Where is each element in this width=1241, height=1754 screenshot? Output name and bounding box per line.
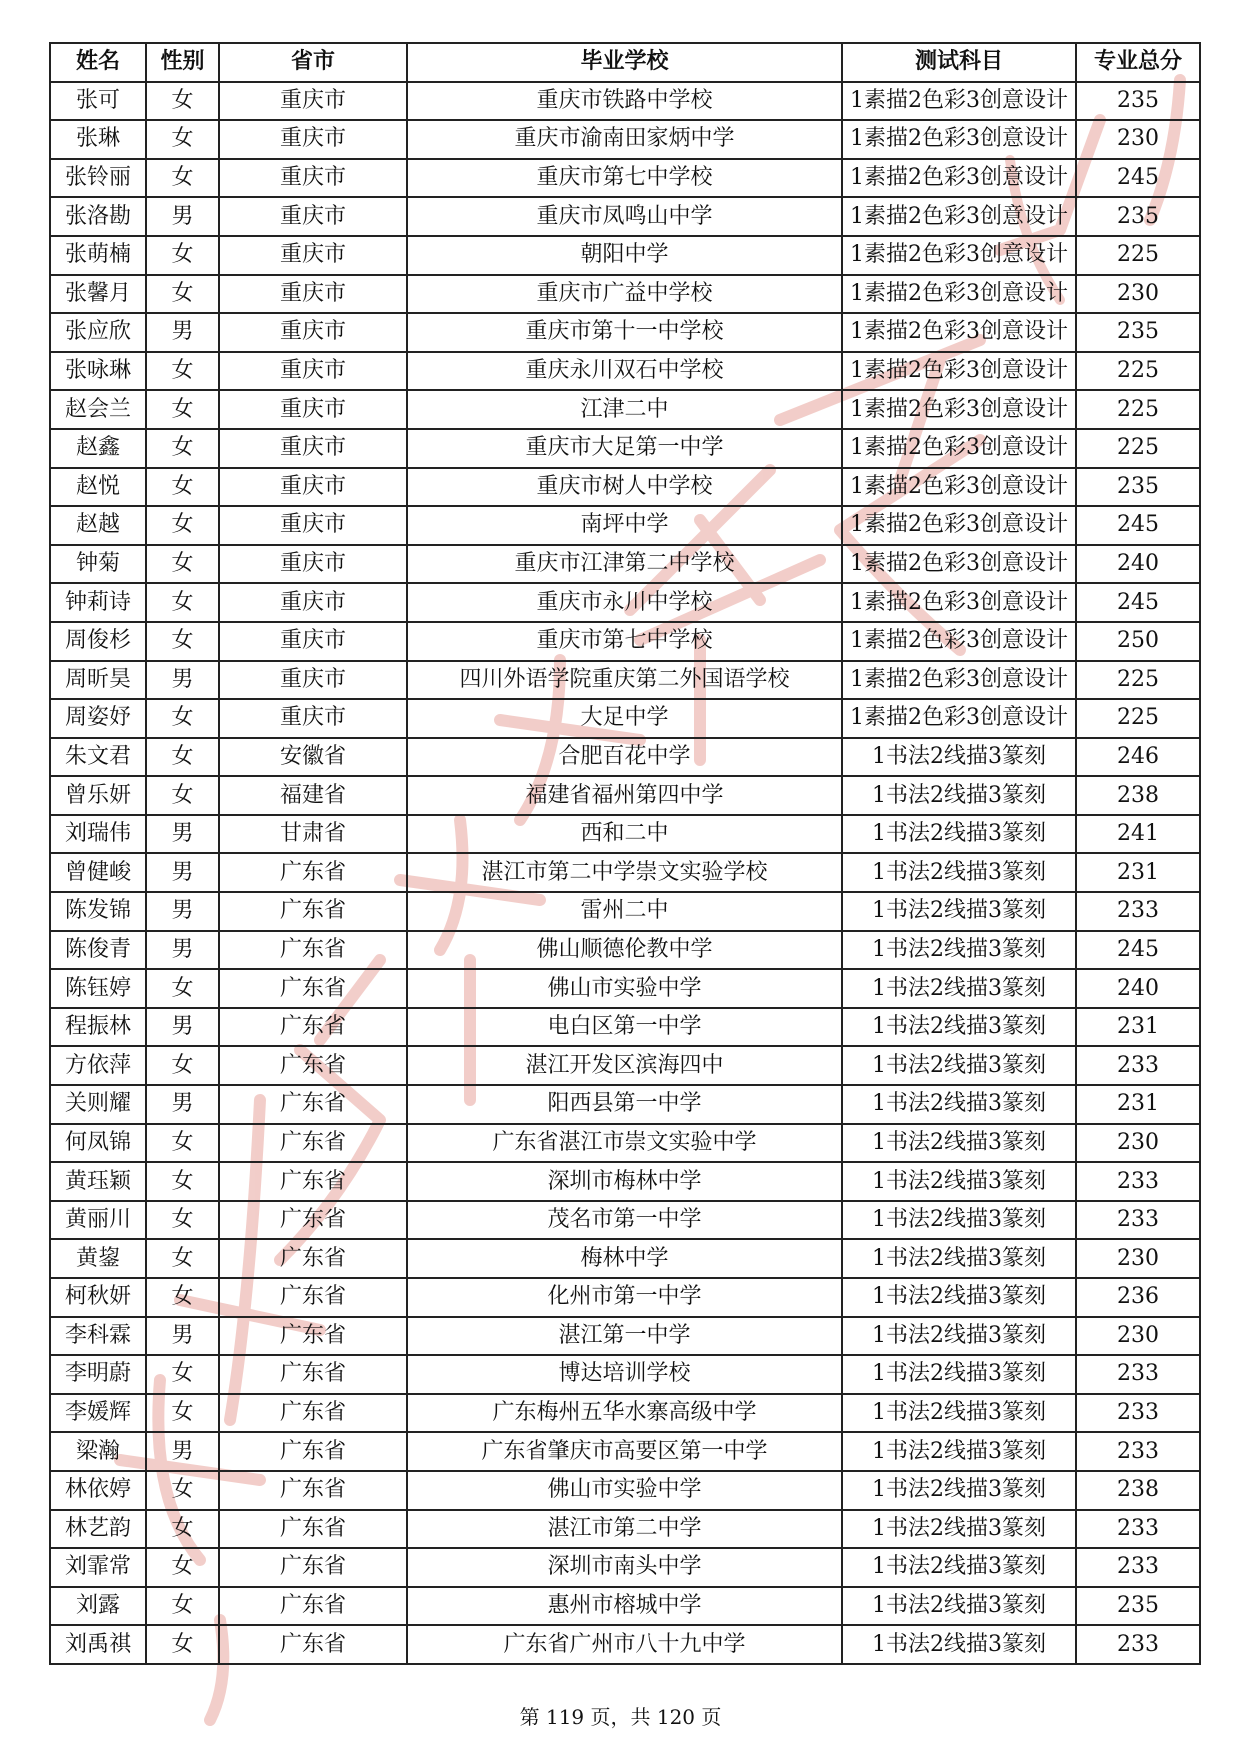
cell-name: 张萌楠 [50, 236, 146, 275]
cell-subjects: 1书法2线描3篆刻 [842, 815, 1076, 854]
table-row [50, 661, 1200, 700]
cell-subjects: 1素描2色彩3创意设计 [842, 622, 1076, 661]
cell-school: 深圳市梅林中学 [407, 1162, 842, 1201]
cell-gender: 女 [146, 1510, 219, 1549]
table-row [50, 622, 1200, 661]
cell-gender: 女 [146, 468, 219, 507]
cell-subjects: 1书法2线描3篆刻 [842, 1355, 1076, 1394]
cell-name: 何凤锦 [50, 1124, 146, 1163]
cell-school: 深圳市南头中学 [407, 1548, 842, 1587]
cell-province: 广东省 [219, 853, 407, 892]
cell-school: 湛江市第二中学崇文实验学校 [407, 853, 842, 892]
cell-school: 朝阳中学 [407, 236, 842, 275]
cell-province: 广东省 [219, 1548, 407, 1587]
cell-name: 林依婷 [50, 1471, 146, 1510]
cell-total-score: 225 [1076, 661, 1200, 700]
cell-province: 广东省 [219, 1239, 407, 1278]
cell-total-score: 236 [1076, 1278, 1200, 1317]
cell-total-score: 230 [1076, 1317, 1200, 1356]
cell-name: 陈俊青 [50, 931, 146, 970]
cell-province: 重庆市 [219, 622, 407, 661]
cell-gender: 男 [146, 1008, 219, 1047]
table-row [50, 1510, 1200, 1549]
cell-name: 刘霏常 [50, 1548, 146, 1587]
cell-province: 广东省 [219, 1471, 407, 1510]
cell-gender: 男 [146, 815, 219, 854]
cell-province: 广东省 [219, 1317, 407, 1356]
cell-gender: 女 [146, 1587, 219, 1626]
table-row [50, 1471, 1200, 1510]
table-row [50, 352, 1200, 391]
table-row [50, 468, 1200, 507]
cell-total-score: 235 [1076, 197, 1200, 236]
cell-school: 南坪中学 [407, 506, 842, 545]
cell-subjects: 1书法2线描3篆刻 [842, 853, 1076, 892]
cell-subjects: 1书法2线描3篆刻 [842, 1625, 1076, 1664]
cell-school: 湛江第一中学 [407, 1317, 842, 1356]
cell-name: 曾乐妍 [50, 776, 146, 815]
cell-total-score: 245 [1076, 583, 1200, 622]
cell-subjects: 1素描2色彩3创意设计 [842, 390, 1076, 429]
cell-province: 广东省 [219, 1432, 407, 1471]
cell-province: 广东省 [219, 1278, 407, 1317]
table-row [50, 1278, 1200, 1317]
table-row [50, 159, 1200, 198]
cell-gender: 女 [146, 275, 219, 314]
cell-total-score: 230 [1076, 1124, 1200, 1163]
cell-school: 化州市第一中学 [407, 1278, 842, 1317]
cell-subjects: 1书法2线描3篆刻 [842, 931, 1076, 970]
cell-school: 重庆市凤鸣山中学 [407, 197, 842, 236]
cell-name: 黄鋆 [50, 1239, 146, 1278]
cell-subjects: 1素描2色彩3创意设计 [842, 236, 1076, 275]
cell-subjects: 1素描2色彩3创意设计 [842, 197, 1076, 236]
cell-gender: 女 [146, 236, 219, 275]
cell-province: 重庆市 [219, 545, 407, 584]
cell-subjects: 1书法2线描3篆刻 [842, 1162, 1076, 1201]
cell-province: 广东省 [219, 1394, 407, 1433]
table-row [50, 1548, 1200, 1587]
cell-gender: 女 [146, 1046, 219, 1085]
cell-subjects: 1素描2色彩3创意设计 [842, 313, 1076, 352]
cell-province: 广东省 [219, 1008, 407, 1047]
page-number-footer: 第 119 页，共 120 页 [519, 1705, 722, 1729]
cell-total-score: 245 [1076, 159, 1200, 198]
cell-subjects: 1书法2线描3篆刻 [842, 969, 1076, 1008]
cell-school: 西和二中 [407, 815, 842, 854]
cell-school: 雷州二中 [407, 892, 842, 931]
cell-total-score: 233 [1076, 1625, 1200, 1664]
cell-name: 张应欣 [50, 313, 146, 352]
cell-school: 阳西县第一中学 [407, 1085, 842, 1124]
cell-name: 周俊杉 [50, 622, 146, 661]
cell-name: 程振林 [50, 1008, 146, 1047]
cell-total-score: 230 [1076, 120, 1200, 159]
cell-gender: 女 [146, 352, 219, 391]
cell-subjects: 1书法2线描3篆刻 [842, 1587, 1076, 1626]
cell-province: 广东省 [219, 892, 407, 931]
cell-school: 广东省湛江市崇文实验中学 [407, 1124, 842, 1163]
cell-name: 张馨月 [50, 275, 146, 314]
cell-province: 重庆市 [219, 506, 407, 545]
cell-total-score: 235 [1076, 82, 1200, 121]
cell-gender: 女 [146, 622, 219, 661]
cell-gender: 女 [146, 738, 219, 777]
cell-province: 广东省 [219, 1510, 407, 1549]
cell-gender: 男 [146, 931, 219, 970]
cell-subjects: 1书法2线描3篆刻 [842, 1394, 1076, 1433]
cell-gender: 女 [146, 969, 219, 1008]
cell-subjects: 1素描2色彩3创意设计 [842, 661, 1076, 700]
cell-total-score: 238 [1076, 776, 1200, 815]
cell-province: 福建省 [219, 776, 407, 815]
table-row [50, 82, 1200, 121]
cell-school: 茂名市第一中学 [407, 1201, 842, 1240]
cell-school: 湛江市第二中学 [407, 1510, 842, 1549]
cell-name: 周姿妤 [50, 699, 146, 738]
cell-school: 重庆市永川中学校 [407, 583, 842, 622]
cell-province: 重庆市 [219, 120, 407, 159]
cell-school: 广东省广州市八十九中学 [407, 1625, 842, 1664]
cell-province: 广东省 [219, 1201, 407, 1240]
cell-province: 广东省 [219, 1625, 407, 1664]
cell-gender: 男 [146, 1432, 219, 1471]
cell-gender: 女 [146, 583, 219, 622]
cell-gender: 男 [146, 313, 219, 352]
cell-province: 重庆市 [219, 390, 407, 429]
cell-gender: 女 [146, 1355, 219, 1394]
cell-subjects: 1素描2色彩3创意设计 [842, 468, 1076, 507]
cell-total-score: 235 [1076, 313, 1200, 352]
cell-total-score: 230 [1076, 275, 1200, 314]
cell-name: 黄丽川 [50, 1201, 146, 1240]
cell-province: 重庆市 [219, 197, 407, 236]
cell-province: 广东省 [219, 931, 407, 970]
cell-school: 合肥百花中学 [407, 738, 842, 777]
table-row [50, 1085, 1200, 1124]
cell-name: 朱文君 [50, 738, 146, 777]
cell-school: 大足中学 [407, 699, 842, 738]
cell-province: 广东省 [219, 1124, 407, 1163]
cell-province: 安徽省 [219, 738, 407, 777]
cell-subjects: 1书法2线描3篆刻 [842, 1510, 1076, 1549]
cell-gender: 女 [146, 159, 219, 198]
cell-province: 重庆市 [219, 699, 407, 738]
cell-name: 张可 [50, 82, 146, 121]
cell-total-score: 238 [1076, 1471, 1200, 1510]
cell-total-score: 245 [1076, 506, 1200, 545]
cell-name: 曾健峻 [50, 853, 146, 892]
cell-name: 刘瑞伟 [50, 815, 146, 854]
table-header [50, 43, 1200, 82]
cell-name: 刘露 [50, 1587, 146, 1626]
cell-gender: 女 [146, 776, 219, 815]
cell-gender: 女 [146, 1394, 219, 1433]
cell-subjects: 1素描2色彩3创意设计 [842, 545, 1076, 584]
cell-gender: 女 [146, 1278, 219, 1317]
cell-subjects: 1书法2线描3篆刻 [842, 1317, 1076, 1356]
cell-school: 湛江开发区滨海四中 [407, 1046, 842, 1085]
cell-school: 惠州市榕城中学 [407, 1587, 842, 1626]
cell-total-score: 231 [1076, 853, 1200, 892]
cell-name: 钟菊 [50, 545, 146, 584]
table-row [50, 776, 1200, 815]
cell-gender: 女 [146, 120, 219, 159]
cell-total-score: 233 [1076, 892, 1200, 931]
table-row [50, 1394, 1200, 1433]
cell-name: 周昕昊 [50, 661, 146, 700]
cell-school: 佛山顺德伦教中学 [407, 931, 842, 970]
column-header-name: 姓名 [50, 43, 146, 82]
table-row [50, 1317, 1200, 1356]
cell-name: 赵越 [50, 506, 146, 545]
cell-name: 关则耀 [50, 1085, 146, 1124]
cell-subjects: 1书法2线描3篆刻 [842, 1201, 1076, 1240]
cell-name: 方依萍 [50, 1046, 146, 1085]
cell-total-score: 233 [1076, 1201, 1200, 1240]
cell-total-score: 225 [1076, 390, 1200, 429]
cell-total-score: 233 [1076, 1394, 1200, 1433]
cell-total-score: 233 [1076, 1510, 1200, 1549]
cell-province: 广东省 [219, 1085, 407, 1124]
cell-subjects: 1书法2线描3篆刻 [842, 892, 1076, 931]
cell-subjects: 1素描2色彩3创意设计 [842, 352, 1076, 391]
cell-school: 重庆市大足第一中学 [407, 429, 842, 468]
table-row [50, 313, 1200, 352]
cell-gender: 男 [146, 1317, 219, 1356]
cell-gender: 男 [146, 197, 219, 236]
cell-total-score: 246 [1076, 738, 1200, 777]
cell-subjects: 1书法2线描3篆刻 [842, 1432, 1076, 1471]
table-row [50, 892, 1200, 931]
cell-gender: 女 [146, 1471, 219, 1510]
cell-subjects: 1书法2线描3篆刻 [842, 1278, 1076, 1317]
cell-name: 赵悦 [50, 468, 146, 507]
cell-province: 广东省 [219, 1046, 407, 1085]
cell-name: 张咏琳 [50, 352, 146, 391]
table-row [50, 1239, 1200, 1278]
cell-gender: 女 [146, 1162, 219, 1201]
cell-school: 重庆市第十一中学校 [407, 313, 842, 352]
table-row [50, 197, 1200, 236]
cell-subjects: 1书法2线描3篆刻 [842, 1008, 1076, 1047]
cell-gender: 女 [146, 699, 219, 738]
table-row [50, 738, 1200, 777]
cell-total-score: 233 [1076, 1548, 1200, 1587]
table-row [50, 1625, 1200, 1664]
cell-subjects: 1书法2线描3篆刻 [842, 1046, 1076, 1085]
table-row [50, 545, 1200, 584]
cell-province: 重庆市 [219, 661, 407, 700]
table-header-row [50, 43, 1200, 82]
cell-total-score: 235 [1076, 1587, 1200, 1626]
cell-school: 广东省肇庆市高要区第一中学 [407, 1432, 842, 1471]
cell-subjects: 1书法2线描3篆刻 [842, 1124, 1076, 1163]
cell-school: 重庆市第七中学校 [407, 159, 842, 198]
cell-province: 重庆市 [219, 82, 407, 121]
cell-gender: 女 [146, 429, 219, 468]
cell-name: 林艺韵 [50, 1510, 146, 1549]
cell-subjects: 1素描2色彩3创意设计 [842, 506, 1076, 545]
cell-name: 李媛辉 [50, 1394, 146, 1433]
cell-gender: 女 [146, 1625, 219, 1664]
cell-gender: 女 [146, 545, 219, 584]
table-row [50, 1432, 1200, 1471]
table-row [50, 1162, 1200, 1201]
cell-subjects: 1书法2线描3篆刻 [842, 1085, 1076, 1124]
cell-subjects: 1素描2色彩3创意设计 [842, 159, 1076, 198]
cell-province: 重庆市 [219, 275, 407, 314]
cell-subjects: 1书法2线描3篆刻 [842, 1471, 1076, 1510]
cell-name: 李明蔚 [50, 1355, 146, 1394]
table-row [50, 969, 1200, 1008]
cell-total-score: 225 [1076, 236, 1200, 275]
cell-subjects: 1素描2色彩3创意设计 [842, 275, 1076, 314]
table-row [50, 120, 1200, 159]
cell-total-score: 225 [1076, 352, 1200, 391]
cell-school: 重庆市广益中学校 [407, 275, 842, 314]
column-header-province: 省市 [219, 43, 407, 82]
cell-name: 李科霖 [50, 1317, 146, 1356]
cell-gender: 女 [146, 82, 219, 121]
cell-gender: 女 [146, 1124, 219, 1163]
cell-total-score: 240 [1076, 545, 1200, 584]
cell-total-score: 233 [1076, 1432, 1200, 1471]
cell-school: 佛山市实验中学 [407, 969, 842, 1008]
cell-gender: 女 [146, 1548, 219, 1587]
cell-total-score: 231 [1076, 1085, 1200, 1124]
table-row [50, 506, 1200, 545]
cell-total-score: 233 [1076, 1355, 1200, 1394]
cell-province: 重庆市 [219, 352, 407, 391]
cell-name: 张洛勘 [50, 197, 146, 236]
cell-total-score: 250 [1076, 622, 1200, 661]
cell-province: 广东省 [219, 1355, 407, 1394]
table-row [50, 931, 1200, 970]
cell-gender: 女 [146, 1239, 219, 1278]
cell-province: 广东省 [219, 1587, 407, 1626]
cell-gender: 男 [146, 853, 219, 892]
cell-gender: 男 [146, 661, 219, 700]
cell-subjects: 1素描2色彩3创意设计 [842, 82, 1076, 121]
cell-total-score: 231 [1076, 1008, 1200, 1047]
cell-province: 重庆市 [219, 159, 407, 198]
cell-school: 梅林中学 [407, 1239, 842, 1278]
cell-school: 重庆市第七中学校 [407, 622, 842, 661]
cell-name: 钟莉诗 [50, 583, 146, 622]
cell-subjects: 1书法2线描3篆刻 [842, 1548, 1076, 1587]
cell-total-score: 230 [1076, 1239, 1200, 1278]
column-header-gender: 性别 [146, 43, 219, 82]
cell-school: 电白区第一中学 [407, 1008, 842, 1047]
cell-name: 赵鑫 [50, 429, 146, 468]
column-header-total-score: 专业总分 [1076, 43, 1200, 82]
cell-school: 重庆永川双石中学校 [407, 352, 842, 391]
cell-gender: 男 [146, 892, 219, 931]
cell-province: 重庆市 [219, 468, 407, 507]
cell-total-score: 245 [1076, 931, 1200, 970]
cell-name: 赵会兰 [50, 390, 146, 429]
table-row [50, 390, 1200, 429]
table-row [50, 1124, 1200, 1163]
cell-school: 四川外语学院重庆第二外国语学校 [407, 661, 842, 700]
table-row [50, 429, 1200, 468]
table-row [50, 1355, 1200, 1394]
table-row [50, 815, 1200, 854]
table-row [50, 1008, 1200, 1047]
column-header-school: 毕业学校 [407, 43, 842, 82]
cell-total-score: 225 [1076, 429, 1200, 468]
cell-total-score: 240 [1076, 969, 1200, 1008]
table-row [50, 1587, 1200, 1626]
table-row [50, 1046, 1200, 1085]
table-row [50, 275, 1200, 314]
column-header-subjects: 测试科目 [842, 43, 1076, 82]
cell-gender: 女 [146, 506, 219, 545]
cell-subjects: 1书法2线描3篆刻 [842, 776, 1076, 815]
cell-name: 张琳 [50, 120, 146, 159]
cell-name: 梁瀚 [50, 1432, 146, 1471]
cell-name: 陈发锦 [50, 892, 146, 931]
cell-province: 重庆市 [219, 429, 407, 468]
table-row [50, 853, 1200, 892]
cell-subjects: 1书法2线描3篆刻 [842, 1239, 1076, 1278]
cell-name: 柯秋妍 [50, 1278, 146, 1317]
cell-school: 佛山市实验中学 [407, 1471, 842, 1510]
cell-total-score: 235 [1076, 468, 1200, 507]
cell-gender: 男 [146, 1085, 219, 1124]
cell-school: 博达培训学校 [407, 1355, 842, 1394]
cell-province: 重庆市 [219, 583, 407, 622]
cell-province: 甘肃省 [219, 815, 407, 854]
cell-school: 福建省福州第四中学 [407, 776, 842, 815]
cell-school: 江津二中 [407, 390, 842, 429]
cell-name: 张铃丽 [50, 159, 146, 198]
cell-total-score: 233 [1076, 1162, 1200, 1201]
table-row [50, 1201, 1200, 1240]
cell-name: 刘禹祺 [50, 1625, 146, 1664]
cell-province: 重庆市 [219, 236, 407, 275]
cell-province: 广东省 [219, 969, 407, 1008]
cell-school: 重庆市江津第二中学校 [407, 545, 842, 584]
cell-subjects: 1素描2色彩3创意设计 [842, 120, 1076, 159]
cell-school: 重庆市树人中学校 [407, 468, 842, 507]
cell-subjects: 1素描2色彩3创意设计 [842, 699, 1076, 738]
table-row [50, 583, 1200, 622]
table-row [50, 699, 1200, 738]
cell-subjects: 1书法2线描3篆刻 [842, 738, 1076, 777]
cell-subjects: 1素描2色彩3创意设计 [842, 583, 1076, 622]
cell-school: 重庆市铁路中学校 [407, 82, 842, 121]
cell-province: 重庆市 [219, 313, 407, 352]
cell-total-score: 225 [1076, 699, 1200, 738]
score-table [49, 42, 1201, 1665]
cell-school: 广东梅州五华水寨高级中学 [407, 1394, 842, 1433]
cell-total-score: 233 [1076, 1046, 1200, 1085]
cell-total-score: 241 [1076, 815, 1200, 854]
cell-school: 重庆市渝南田家炳中学 [407, 120, 842, 159]
cell-gender: 女 [146, 390, 219, 429]
cell-province: 广东省 [219, 1162, 407, 1201]
cell-gender: 女 [146, 1201, 219, 1240]
cell-subjects: 1素描2色彩3创意设计 [842, 429, 1076, 468]
cell-name: 陈钰婷 [50, 969, 146, 1008]
cell-name: 黄珏颖 [50, 1162, 146, 1201]
table-row [50, 236, 1200, 275]
table-body [50, 82, 1200, 1664]
